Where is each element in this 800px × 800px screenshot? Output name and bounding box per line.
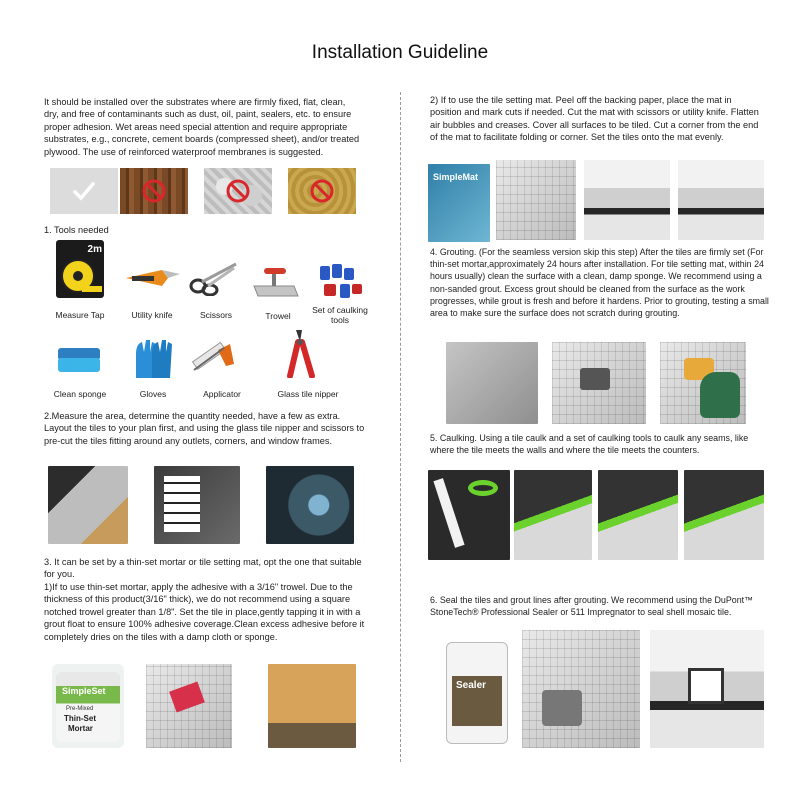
tools-heading: 1. Tools needed [44,225,109,235]
substrate-wood-image [120,168,188,214]
sealer-label: Sealer [456,680,487,691]
mortar-line2: Thin-Set [64,714,96,723]
sponge-icon [56,346,102,374]
step3-mat-text: 2) If to use the tile setting mat. Peel off the backing paper, place the mat in position and mark cuts if needed. Cut the mat with scissors or utility knife. Flatten air bubbles and creases. Cover all surfaces to be tiled. Cut a corner from the end of the mat to facilitate folding or corner. Set the tiles onto the mat evenly. [430,95,759,143]
prohibited-icon [142,179,166,203]
tool-label-sponge: Clean sponge [53,389,107,399]
step3-mortar-text: 1)If to use thin-set mortar, apply the adhesive with a 3/16" trowel. Due to the thickness of this product(3/16" thick), we do not recommend using a square notched trowel greater than 1/8". Set the tile in place,gently tapping it in with a grout float to ensure 100% adhesive coverage.Clean excess adhesive before it completely dries on the tiles with a damp cloth or sponge. [44,582,365,642]
mat-install-photo-2 [584,160,670,240]
mat-install-photo-3 [678,160,764,240]
mortar-brand: SimpleSet [62,686,106,696]
scissors-icon [188,260,238,296]
tool-label-nipper: Glass tile nipper [277,389,339,399]
grout-bucket-photo [446,342,538,424]
cut-tiles-photo [154,466,240,544]
mat-brand: SimpleMat [433,172,479,182]
tile-nipper-icon [286,328,316,378]
mortar-line1: Pre-Mixed [66,706,94,712]
caulk-apply-photo-3 [684,470,764,560]
sponge-clean-photo [660,342,746,424]
checkmark-icon [72,179,96,203]
tool-label-scissors: Scissors [199,310,233,320]
grout-apply-photo [552,342,646,424]
trowel-icon [250,266,302,300]
substrate-intro-text: It should be installed over the substrates where are firmly fixed, flat, clean, dry, and free of contaminants such as dust, oil, paint, sealers, etc. to ensure proper adhesion. Wet areas need special attention and require appropriate substrates, e.g., concrete, cement boards (compressed sheet), and/or treated plywood. The use of reinforced waterproof membranes is suggested. [44,97,360,157]
nipper-cutting-photo [266,466,354,544]
tool-label-knife: Utility knife [131,310,173,320]
column-divider [400,92,401,762]
utility-knife-icon [124,264,182,290]
mortar-bucket-photo [52,664,124,748]
tool-label-applicator: Applicator [203,389,241,399]
tool-label-gloves: Gloves [139,389,167,399]
tape-measure-icon [54,238,106,300]
tape-brand: 2m [87,244,102,255]
caulking-tools-icon [318,262,364,302]
tool-label-measure: Measure Tap [55,310,105,320]
caulk-apply-photo-2 [598,470,678,560]
caulk-supplies-photo [428,470,510,560]
caulk-gun-icon [188,330,242,378]
tool-label-trowel: Trowel [265,311,291,321]
sealer-jug-photo [440,634,514,748]
layout-tiles-photo [48,466,128,544]
wall-mortar-photo [268,664,356,748]
mat-install-photo-1 [496,160,576,240]
substrate-ok-image [50,168,118,214]
mortar-line3: Mortar [68,724,93,733]
prohibited-icon [226,179,250,203]
tapping-tile-photo [146,664,232,748]
gloves-icon [130,336,176,380]
step4-text: 4. Grouting. (For the seamless version skip this step) After the tiles are firmly set (For thin-set mortar,approximately 24 hours after installation. For tile setting mat, within 24 hours usually) clean the surface with a clean, damp sponge. We recommend using a non-sanded grout. Excess grout should be cleaned from the surface as the work progresses, while grout is fresh and before it hardens. Prior to grouting, testing a small area to make sure the surface does not scratch during grouting. [430,247,769,319]
step6-text: 6. Seal the tiles and grout lines after grouting. We recommend using the DuPont™ StoneTech® Professional Sealer or 511 Impregnator to seal shell mosaic tile. [430,595,753,618]
caulk-apply-photo-1 [514,470,592,560]
step3-text: 3. It can be set by a thin-set mortar or tile setting mat, opt the one that suitable for you. [44,557,362,580]
tool-label-caulking: Set of caulking tools [312,305,368,325]
prohibited-icon [310,179,334,203]
sealed-backsplash-photo-1 [522,630,640,748]
tile-mat-box-photo [428,164,490,242]
step2-text: 2.Measure the area, determine the quantity needed, have a few as extra. Layout the tiles to your plan first, and using the glass tile nipper and scissors to pre-cut the tiles fitting around any outlets, corners, and window frames. [44,411,365,446]
substrate-textured-image [288,168,356,214]
substrate-stone-image [204,168,272,214]
page-title: Installation Guideline [311,42,489,63]
step5-text: 5. Caulking. Using a tile caulk and a set of caulking tools to caulk any seams, like where the tile meets the walls and where the tile meets the counters. [430,433,749,456]
sealed-backsplash-photo-2 [650,630,764,748]
